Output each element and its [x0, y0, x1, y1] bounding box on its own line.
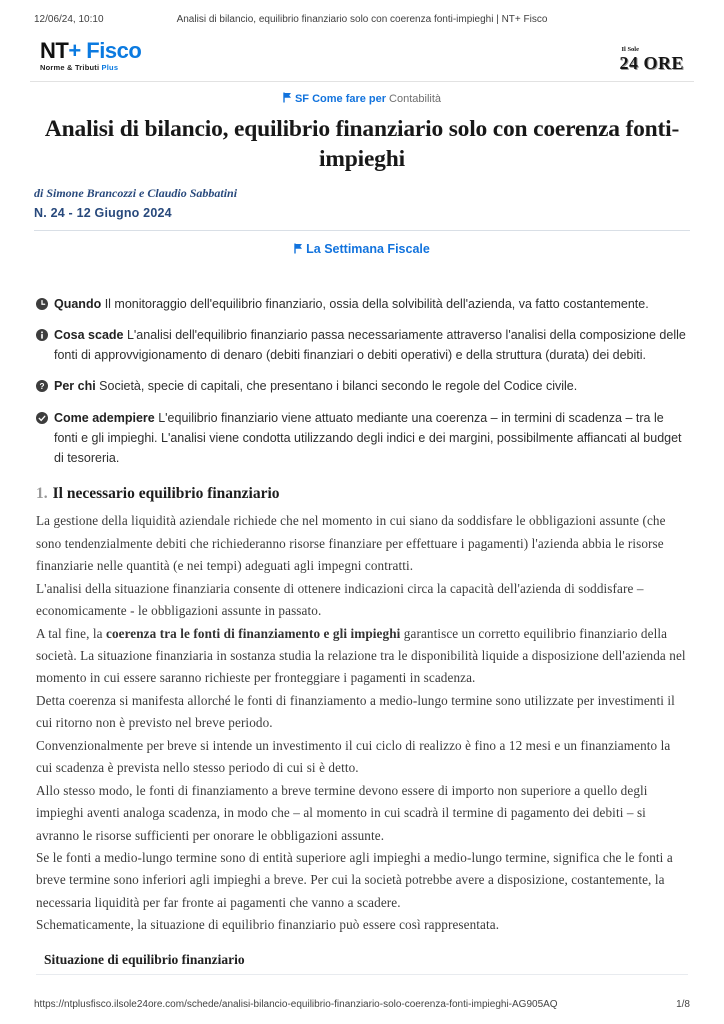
section-number: 1. [36, 485, 48, 503]
paragraph: Allo stesso modo, le fonti di finanziamento a breve termine devono essere di importo non superiore a quello degli impieghi aventi analoga scadenza, in modo che – al momento in cui scadrà il termine di pagamento dei debiti – si avranno le risorse sufficienti per onorare le obbligazioni assunte. [36, 782, 648, 843]
paragraph: La gestione della liquidità aziendale richiede che nel momento in cui siano da soddisfare le obbligazioni assunte (che sono tendenzialmente debiti che richiederanno risorse finanziare per effettuare i pagamenti) l'azienda abbia le risorse finanziarie nelle quantità (e nei tempi) adeguati agli impegni contratti. [36, 513, 666, 574]
bullet-text: L'equilibrio finanziario viene attuato mediante una coerenza – in termini di scadenza – tra le fonti e gli impieghi. L'analisi viene condotta utilizzando degli indici e dei margini, possibilmente affiancati al budget di tesoreria. [54, 410, 682, 466]
paragraph: Convenzionalmente per breve si intende un investimento il cui ciclo di realizzo è fino a 12 mesi e un finanziamento la cui scadenza è prevista nello stesso periodo di cui si è detto. [36, 737, 671, 776]
breadcrumb-path[interactable]: Come fare per [309, 92, 387, 105]
brand-nt: NT [40, 38, 69, 63]
page-number: 1/8 [676, 999, 690, 1010]
brand-plus: + [68, 38, 81, 63]
clock-icon [36, 298, 48, 310]
bullet-label: Per chi [54, 379, 100, 394]
page-title: Analisi di bilancio, equilibrio finanziario solo con coerenza fonti-impieghi [44, 115, 680, 172]
bullet-label: Come adempiere [54, 410, 159, 425]
sole24ore-logo[interactable] [619, 47, 684, 72]
list-item [36, 325, 688, 366]
bullet-label: Quando [54, 296, 105, 311]
paragraph: Se le fonti a medio-lungo termine sono di entità superiore agli impieghi a medio-lungo termine, significa che le fonti a breve termine sono inferiori agli impieghi a breve. Per cui la società potrebbe avere a disposizione, costantemente, la necessaria liquidità per far fronte ai pagamenti che vanno a scadere. [36, 849, 673, 910]
breadcrumb-section[interactable]: SF [294, 92, 310, 105]
bullet-text: Il monitoraggio dell'equilibrio finanziario, ossia della solvibilità dell'azienda, va fatto costantemente. [104, 296, 649, 311]
brand-wordmark [40, 40, 141, 62]
settimana-fiscale-link[interactable]: La Settimana Fiscale [294, 242, 430, 256]
paragraph: A tal fine, la coerenza tra le fonti di finanziamento e gli impieghi garantisce un corretto equilibrio finanziario della società. La situazione finanziaria in sostanza studia la relazione tra le disponibilità liquide a disposizione dell'azienda nel momento in cui essere saranno richieste per fronteggiare i pagamenti in scadenza. [36, 625, 686, 686]
print-datetime: 12/06/24, 10:10 [34, 14, 104, 25]
flag-icon [283, 92, 292, 103]
info-icon [36, 329, 48, 341]
check-icon [36, 412, 48, 424]
print-title: Analisi di bilancio, equilibrio finanziario solo con coerenza fonti-impieghi | NT+ Fisco [176, 14, 548, 25]
brand-tagline: Norme & Tributi Plus [40, 63, 119, 72]
source-link-row [30, 240, 694, 258]
paragraph: L'analisi della situazione finanziaria consente di ottenere indicazioni circa la capacità dell'azienda di soddisfare – economicamente - le obbligazioni assunte in passato. [36, 580, 644, 619]
list-item [36, 408, 688, 469]
print-header [30, 14, 694, 25]
sole24ore-24ore: 24 ORE [619, 52, 684, 73]
question-icon [36, 380, 48, 392]
masthead [40, 40, 684, 72]
bullet-text: Società, specie di capitali, che presentano i bilanci secondo le regole del Codice civile. [99, 379, 578, 394]
brand-product: Fisco [80, 38, 142, 63]
paragraph: Schematicamente, la situazione di equilibrio finanziario può essere così rappresentata. [36, 917, 500, 933]
list-item [36, 376, 688, 396]
flag-icon [294, 243, 303, 254]
body-paragraphs [36, 510, 688, 936]
breadcrumb-category[interactable]: Contabilità [389, 92, 442, 105]
table-caption: Situazione di equilibrio finanziario [44, 951, 245, 967]
issue-number: N. 24 - 12 Giugno 2024 [34, 205, 172, 220]
issue-divider [34, 230, 690, 231]
section-title: Il necessario equilibrio finanziario [52, 485, 280, 503]
ntplus-fisco-logo[interactable] [40, 40, 141, 72]
paragraph: Detta coerenza si manifesta allorché le fonti di finanziamento a medio-lungo termine sono utilizzate per investimenti il cui ritorno non è previsto nel breve periodo. [36, 692, 675, 731]
byline: di Simone Brancozzi e Claudio Sabbatini [34, 185, 238, 200]
svg-text:?: ? [39, 382, 45, 392]
masthead-divider [30, 81, 694, 82]
table-top-border [36, 974, 688, 975]
print-footer [34, 999, 690, 1010]
section-heading [36, 485, 688, 503]
sole24ore-ilsole: Il Sole [621, 46, 640, 53]
list-item [36, 294, 688, 314]
bullet-label: Cosa scade [54, 327, 127, 342]
bullet-text: L'analisi dell'equilibrio finanziario passa necessariamente attraverso l'analisi della composizione delle fonti di approvvigionamento di denaro (debiti finanziari o debiti operativi) e della struttura (durata) dei debiti. [54, 327, 686, 363]
key-points-list [36, 294, 688, 469]
breadcrumb [30, 92, 694, 105]
footer-url: https://ntplusfisco.ilsole24ore.com/schede/analisi-bilancio-equilibrio-finanziario-solo-coerenza-fonti-impieghi-AG905AQ [34, 999, 558, 1010]
